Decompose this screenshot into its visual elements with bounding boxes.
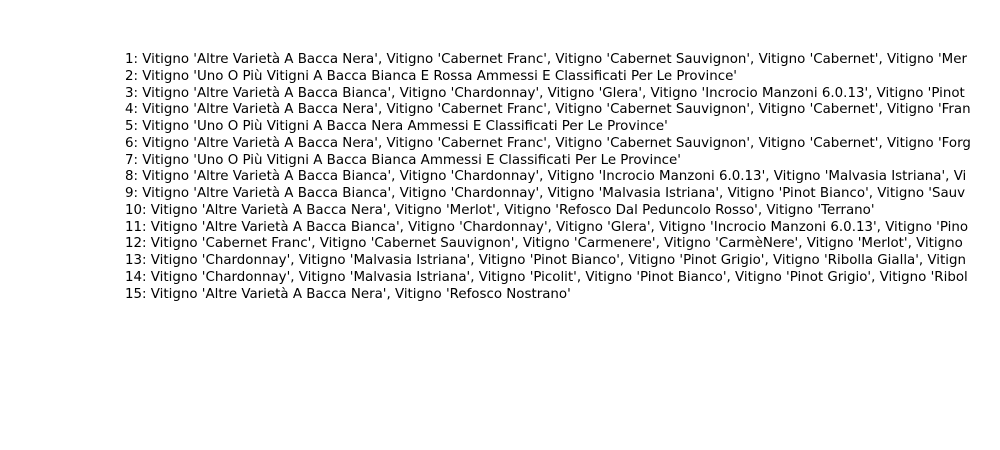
list-item: 14: Vitigno 'Chardonnay', Vitigno 'Malvasia Istriana', Vitigno 'Picolit', Vitigno 'Pinot Bianco', Vitigno 'Pinot Grigio', Vitigno 'Ribol <box>125 269 968 285</box>
list-item: 2: Vitigno 'Uno O Più Vitigni A Bacca Bianca E Rossa Ammessi E Classificati Per Le Province' <box>125 68 737 84</box>
list-item: 10: Vitigno 'Altre Varietà A Bacca Nera', Vitigno 'Merlot', Vitigno 'Refosco Dal Peduncolo Rosso', Vitigno 'Terrano' <box>125 202 875 218</box>
list-item: 11: Vitigno 'Altre Varietà A Bacca Bianca', Vitigno 'Chardonnay', Vitigno 'Glera', Vitigno 'Incrocio Manzoni 6.0.13', Vitigno 'Pino <box>125 219 969 235</box>
list-item: 13: Vitigno 'Chardonnay', Vitigno 'Malvasia Istriana', Vitigno 'Pinot Bianco', Vitigno 'Pinot Grigio', Vitigno 'Ribolla Gialla', Vitign <box>125 253 966 268</box>
grape-variety-list <box>125 52 971 303</box>
list-item: 1: Vitigno 'Altre Varietà A Bacca Nera', Vitigno 'Cabernet Franc', Vitigno 'Cabernet Sauvignon', Vitigno 'Cabernet', Vitigno 'Mer <box>125 52 967 67</box>
list-item: 5: Vitigno 'Uno O Più Vitigni A Bacca Nera Ammessi E Classificati Per Le Province' <box>125 119 668 134</box>
list-item: 3: Vitigno 'Altre Varietà A Bacca Bianca', Vitigno 'Chardonnay', Vitigno 'Glera', Vitigno 'Incrocio Manzoni 6.0.13', Vitigno 'Pinot <box>125 85 965 101</box>
list-item: 7: Vitigno 'Uno O Più Vitigni A Bacca Bianca Ammessi E Classificati Per Le Province' <box>125 152 681 168</box>
list-item: 8: Vitigno 'Altre Varietà A Bacca Bianca', Vitigno 'Chardonnay', Vitigno 'Incrocio Manzoni 6.0.13', Vitigno 'Malvasia Istriana', Vi <box>125 169 967 185</box>
list-item: 12: Vitigno 'Cabernet Franc', Vitigno 'Cabernet Sauvignon', Vitigno 'Carmenere', Vitigno 'CarmèNere', Vitigno 'Merlot', Vitigno <box>125 236 963 252</box>
list-item: 15: Vitigno 'Altre Varietà A Bacca Nera', Vitigno 'Refosco Nostrano' <box>125 286 571 302</box>
list-item: 9: Vitigno 'Altre Varietà A Bacca Bianca', Vitigno 'Chardonnay', Vitigno 'Malvasia Istriana', Vitigno 'Pinot Bianco', Vitigno 'Sauv <box>125 186 966 201</box>
list-item: 4: Vitigno 'Altre Varietà A Bacca Nera', Vitigno 'Cabernet Franc', Vitigno 'Cabernet Sauvignon', Vitigno 'Cabernet', Vitigno 'Fran <box>125 102 971 118</box>
list-item: 6: Vitigno 'Altre Varietà A Bacca Nera', Vitigno 'Cabernet Franc', Vitigno 'Cabernet Sauvignon', Vitigno 'Cabernet', Vitigno 'Forg <box>125 135 971 151</box>
